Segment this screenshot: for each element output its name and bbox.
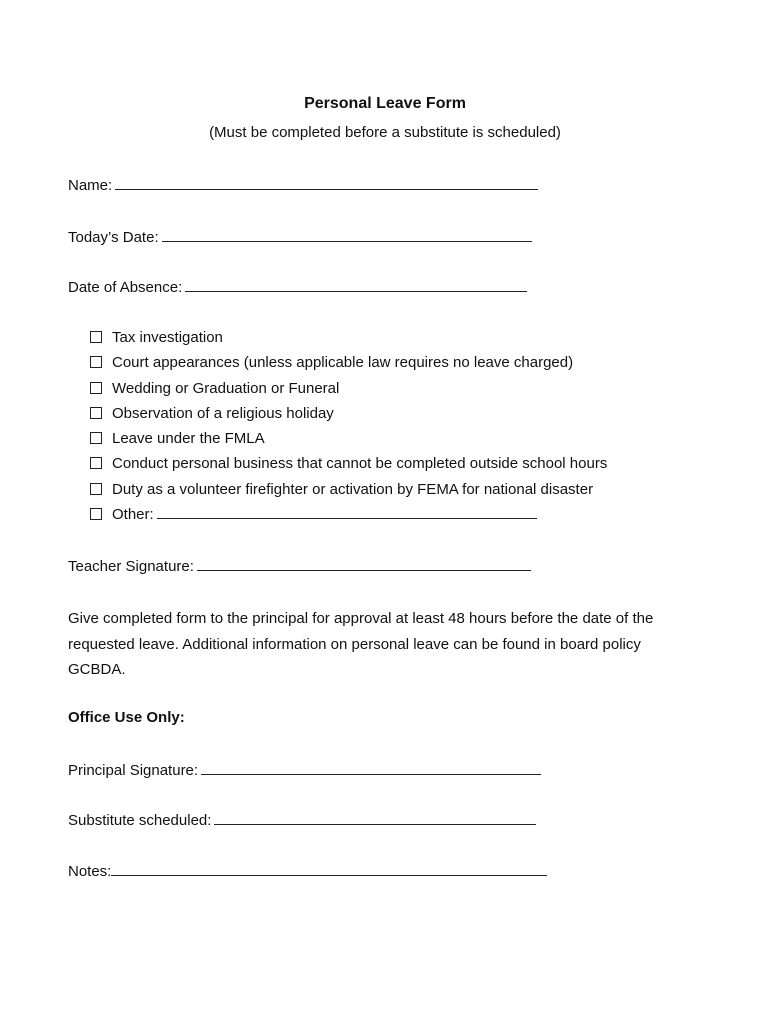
other-reason-input-line[interactable]	[157, 504, 537, 519]
reason-label: Tax investigation	[112, 329, 223, 346]
checkbox[interactable]	[90, 331, 102, 343]
principal-signature-input-line[interactable]	[201, 760, 541, 775]
instructions-paragraph: Give completed form to the principal for approval at least 48 hours before the date of the requested leave. Additional information on personal leave can be found in board policy GCBDA.	[68, 610, 654, 678]
substitute-scheduled-input-line[interactable]	[214, 810, 536, 825]
form-title: Personal Leave Form	[304, 95, 466, 112]
office-use-heading: Office Use Only:	[68, 709, 185, 726]
todays-date-label: Today’s Date:	[68, 229, 159, 246]
checkbox[interactable]	[90, 508, 102, 520]
notes-field	[68, 861, 547, 880]
leave-reason-checklist	[90, 327, 607, 529]
teacher-signature-field	[68, 556, 531, 575]
principal-signature-field	[68, 760, 541, 779]
list-item	[90, 453, 607, 478]
list-item	[90, 378, 607, 403]
notes-input-line[interactable]	[111, 861, 547, 876]
other-reason-label: Other:	[112, 506, 154, 524]
name-label: Name:	[68, 177, 113, 194]
reason-label: Observation of a religious holiday	[112, 404, 334, 422]
teacher-signature-label: Teacher Signature:	[68, 558, 194, 575]
date-of-absence-label: Date of Absence:	[68, 279, 183, 296]
checkbox[interactable]	[90, 432, 102, 444]
name-input-line[interactable]	[115, 175, 538, 190]
checkbox[interactable]	[90, 457, 102, 469]
form-subtitle: (Must be completed before a substitute is scheduled)	[209, 124, 561, 141]
todays-date-field	[68, 227, 532, 246]
date-of-absence-input-line[interactable]	[185, 277, 527, 292]
list-item	[90, 352, 607, 377]
substitute-scheduled-label: Substitute scheduled:	[68, 812, 212, 829]
list-item	[90, 479, 607, 504]
reason-label: Conduct personal business that cannot be completed outside school hours	[112, 455, 608, 473]
name-field	[68, 175, 538, 194]
reason-label: Wedding or Graduation or Funeral	[112, 379, 340, 397]
checkbox[interactable]	[90, 356, 102, 368]
list-item	[90, 327, 607, 352]
notes-label: Notes:	[68, 863, 112, 880]
date-of-absence-field	[68, 277, 527, 296]
list-item	[90, 504, 607, 529]
principal-signature-label: Principal Signature:	[68, 762, 199, 779]
checkbox[interactable]	[90, 407, 102, 419]
reason-label: Leave under the FMLA	[112, 430, 265, 448]
todays-date-input-line[interactable]	[162, 227, 532, 242]
list-item	[90, 428, 607, 453]
checkbox[interactable]	[90, 483, 102, 495]
checkbox[interactable]	[90, 382, 102, 394]
reason-label: Duty as a volunteer firefighter or activation by FEMA for national disaster	[112, 480, 594, 498]
list-item	[90, 403, 607, 428]
substitute-scheduled-field	[68, 810, 536, 829]
teacher-signature-input-line[interactable]	[197, 556, 531, 571]
reason-label: Court appearances (unless applicable law requires no leave charged)	[112, 354, 574, 372]
